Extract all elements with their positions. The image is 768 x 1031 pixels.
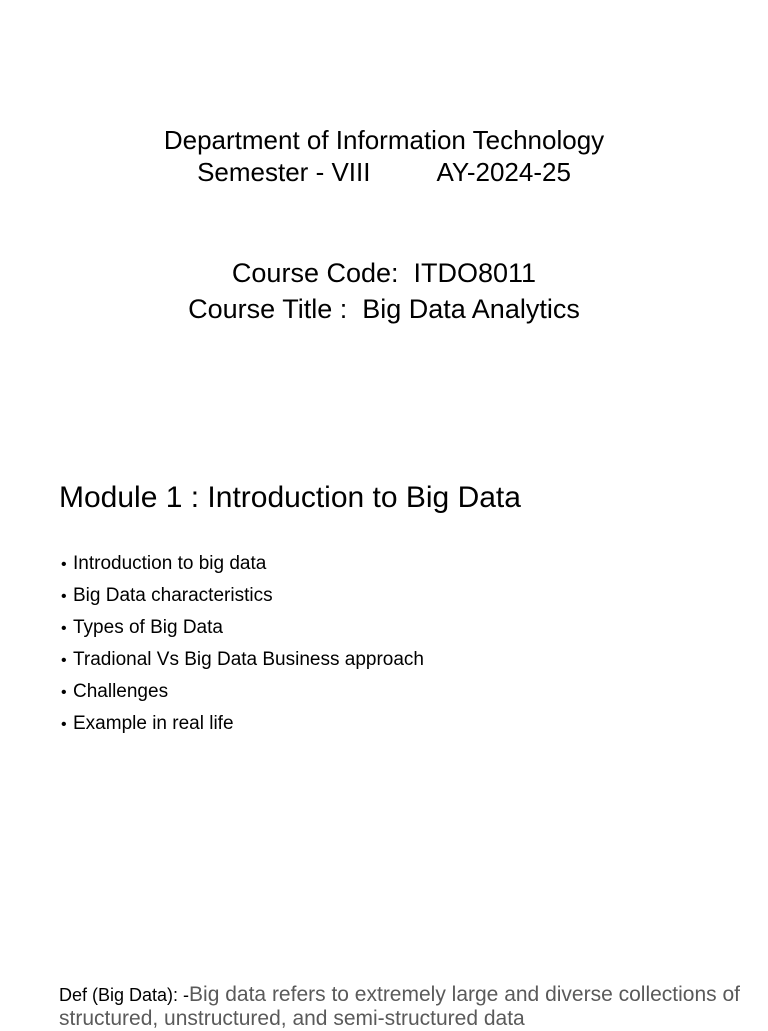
bullet-icon: • bbox=[61, 716, 67, 733]
bullet-icon: • bbox=[61, 620, 67, 637]
semester-line bbox=[0, 156, 768, 188]
topic-label: Introduction to big data bbox=[73, 553, 267, 574]
semester-label: Semester - VIII bbox=[197, 157, 371, 187]
course-code: Course Code: ITDO8011 bbox=[231, 258, 537, 288]
course-title: Course Title : Big Data Analytics bbox=[188, 294, 580, 324]
department-header bbox=[0, 124, 768, 188]
department-name: Department of Information Technology bbox=[163, 125, 605, 155]
list-item bbox=[61, 644, 424, 676]
list-item bbox=[61, 676, 424, 708]
definition-text: Big data refers to extremely large and diverse collections of structured, unstructured, and semi-structured data bbox=[59, 983, 740, 1030]
topic-label: Challenges bbox=[73, 681, 169, 702]
definition-separator: - bbox=[178, 985, 190, 1005]
academic-year: AY-2024-25 bbox=[436, 157, 571, 187]
bullet-icon: • bbox=[61, 652, 67, 669]
course-info bbox=[0, 255, 768, 327]
bullet-icon: • bbox=[61, 684, 67, 701]
topic-label: Types of Big Data bbox=[73, 617, 223, 638]
bullet-icon: • bbox=[61, 556, 67, 573]
definition-label: Def (Big Data): bbox=[59, 985, 179, 1005]
list-item bbox=[61, 612, 424, 644]
list-item bbox=[61, 548, 424, 580]
list-item bbox=[61, 708, 424, 740]
topic-label: Example in real life bbox=[73, 713, 234, 734]
topic-label: Big Data characteristics bbox=[73, 585, 273, 606]
topic-list bbox=[61, 548, 424, 740]
module-title: Module 1 : Introduction to Big Data bbox=[59, 481, 521, 514]
list-item bbox=[61, 580, 424, 612]
topic-label: Tradional Vs Big Data Business approach bbox=[73, 649, 424, 670]
bullet-icon: • bbox=[61, 588, 67, 605]
